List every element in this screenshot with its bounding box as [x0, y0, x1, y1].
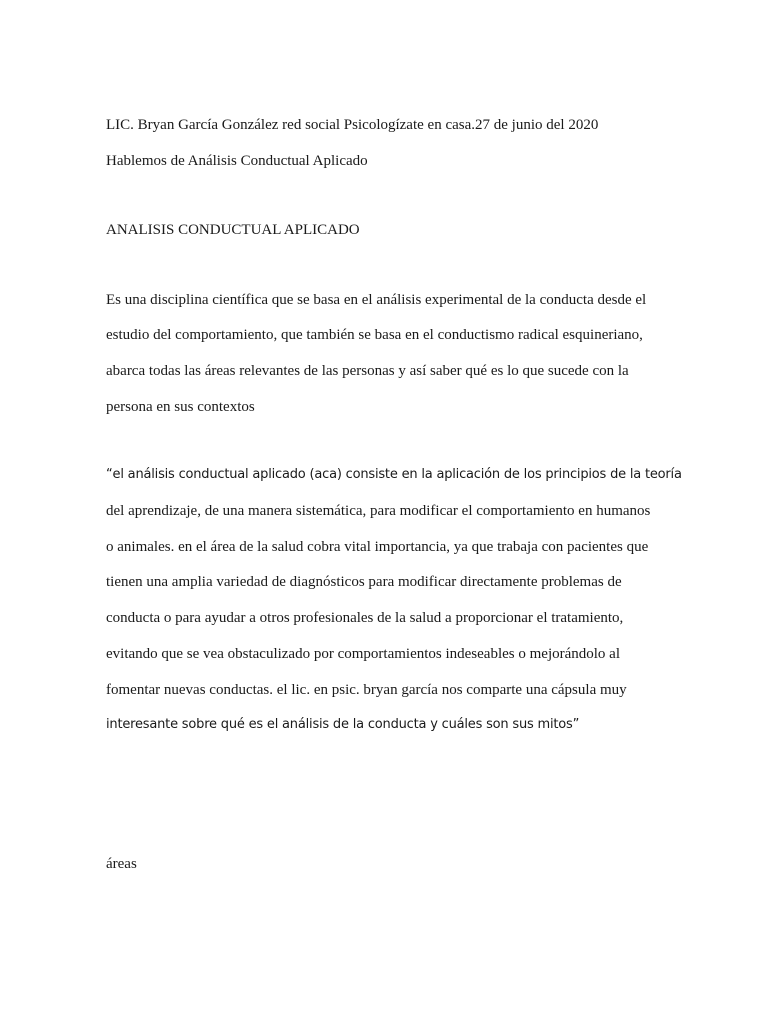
paragraph-line: persona en sus contextos	[106, 399, 255, 415]
section-heading: ANALISIS CONDUCTUAL APLICADO	[106, 222, 360, 238]
subtitle: Hablemos de Análisis Conductual Aplicado	[106, 153, 368, 169]
quote-line: o animales. en el área de la salud cobra vital importancia, ya que trabaja con pacientes que	[106, 539, 649, 555]
quote-line: evitando que se vea obstaculizado por comportamientos indeseables o mejorándolo al	[106, 646, 621, 662]
quote-line: tienen una amplia variedad de diagnósticos para modificar directamente problemas de	[106, 574, 622, 590]
quote-line: “el análisis conductual aplicado (aca) consiste en la aplicación de los principios de la teoría	[106, 467, 682, 482]
quote-line: fomentar nuevas conductas. el lic. en psic. bryan garcía nos comparte una cápsula muy	[106, 682, 627, 698]
byline: LIC. Bryan García González red social Psicologízate en casa.27 de junio del 2020	[106, 117, 599, 133]
quote-line: del aprendizaje, de una manera sistemática, para modificar el comportamiento en humanos	[106, 503, 651, 519]
quote-line: interesante sobre qué es el análisis de la conducta y cuáles son sus mitos”	[106, 717, 580, 732]
quote-line: conducta o para ayudar a otros profesionales de la salud a proporcionar el tratamiento,	[106, 610, 624, 626]
trailing-word: áreas	[106, 856, 137, 872]
paragraph-line: abarca todas las áreas relevantes de las personas y así saber qué es lo que sucede con la	[106, 363, 629, 379]
paragraph-line: Es una disciplina científica que se basa en el análisis experimental de la conducta desde el	[106, 292, 647, 308]
paragraph-line: estudio del comportamiento, que también se basa en el conductismo radical esquineriano,	[106, 327, 643, 343]
